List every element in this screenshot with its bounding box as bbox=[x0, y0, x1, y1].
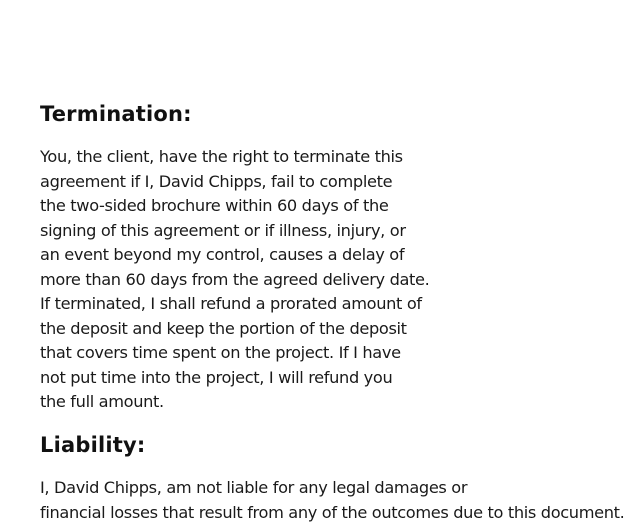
liability-heading: Liability: bbox=[40, 433, 146, 457]
termination-line: not put time into the project, I will refund you bbox=[40, 366, 429, 391]
liability-paragraph bbox=[40, 476, 624, 525]
termination-line: If terminated, I shall refund a prorated amount of bbox=[40, 292, 429, 317]
termination-heading: Termination: bbox=[40, 102, 192, 126]
termination-line: the two-sided brochure within 60 days of the bbox=[40, 194, 429, 219]
liability-line: I, David Chipps, am not liable for any legal damages or bbox=[40, 476, 624, 501]
termination-line: an event beyond my control, causes a delay of bbox=[40, 243, 429, 268]
termination-line: signing of this agreement or if illness, injury, or bbox=[40, 219, 429, 244]
liability-line: financial losses that result from any of the outcomes due to this document. bbox=[40, 501, 624, 525]
termination-line: You, the client, have the right to terminate this bbox=[40, 145, 429, 170]
termination-line: the deposit and keep the portion of the deposit bbox=[40, 317, 429, 342]
termination-line: more than 60 days from the agreed delivery date. bbox=[40, 268, 429, 293]
termination-line: agreement if I, David Chipps, fail to complete bbox=[40, 170, 429, 195]
termination-paragraph bbox=[40, 145, 429, 415]
termination-line: the full amount. bbox=[40, 390, 429, 415]
termination-line: that covers time spent on the project. If I have bbox=[40, 341, 429, 366]
